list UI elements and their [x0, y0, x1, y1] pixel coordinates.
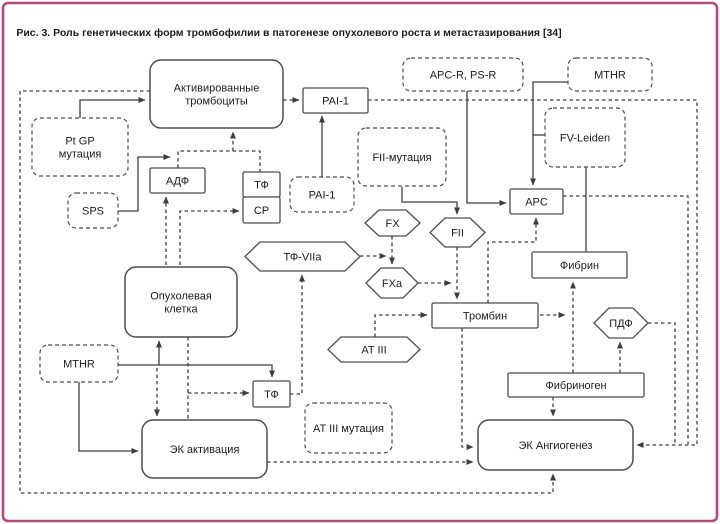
label-at-iii: AT III — [361, 344, 387, 357]
edge-tf-to-tfviia — [290, 275, 302, 394]
edge-pdf-rightloop — [648, 323, 675, 444]
label-thrombin: Тромбин — [462, 310, 508, 323]
label-mthr-left: MTHR — [63, 358, 95, 371]
edge-thrombin-to-angiogenesis — [462, 328, 473, 447]
edge-tumor-to-cp — [180, 211, 239, 265]
label-fii: FII — [451, 227, 464, 240]
edge-apcr-psr-to-apc — [467, 91, 506, 203]
label-fibrin: Фибрин — [559, 260, 600, 272]
edge-mthr-left-to-tf — [118, 365, 272, 377]
label-activated-platelets: Активированные тромбоциты — [173, 82, 260, 108]
label-mthr-top: MTHR — [594, 69, 626, 82]
label-apc: APC — [525, 196, 548, 209]
label-adp: АДФ — [165, 175, 190, 188]
label-pdf: ПДФ — [609, 318, 633, 330]
edge-atiii-to-thrombin — [375, 315, 427, 337]
figure-caption: Рис. 3. Роль генетических форм тромбофилии в патогенезе опухолевого роста и метастазирования [34] — [16, 27, 562, 39]
label-tf-bottom: ТФ — [264, 389, 279, 401]
label-sps: SPS — [81, 205, 105, 218]
label-pai1-protein: PAI-1 — [322, 95, 349, 108]
edge-thrombin-to-apc — [488, 218, 536, 303]
label-tumor-cell: Опухолевая клетка — [150, 290, 212, 316]
label-fibrinogen: Фибриноген — [545, 380, 607, 392]
label-ptgp-mutation: Pt GP мутация — [58, 135, 102, 161]
edge-ptgp-to-platelets — [80, 100, 145, 118]
label-tf-viia: ТФ-VIIa — [283, 251, 322, 264]
label-pai1-gene: PAI-1 — [308, 189, 336, 202]
label-fxa: FXa — [381, 278, 403, 290]
label-fx: FX — [385, 218, 400, 230]
label-atiii-mutation: AT III мутация — [313, 423, 384, 435]
label-fii-mutation: FII-мутация — [372, 152, 432, 164]
label-fv-leiden: FV-Leiden — [559, 132, 611, 145]
label-ec-activation: ЭК активация — [169, 444, 240, 456]
edge-fii-mutation-to-fii — [402, 187, 457, 214]
edge-mthr-left-to-ec-activation — [79, 382, 138, 451]
label-tf-top: ТФ — [254, 179, 269, 192]
label-ec-angiogenesis: ЭК Ангиогенез — [518, 440, 593, 452]
label-apcr-psr: APC-R, PS-R — [429, 69, 497, 82]
label-cp: СР — [253, 205, 270, 217]
